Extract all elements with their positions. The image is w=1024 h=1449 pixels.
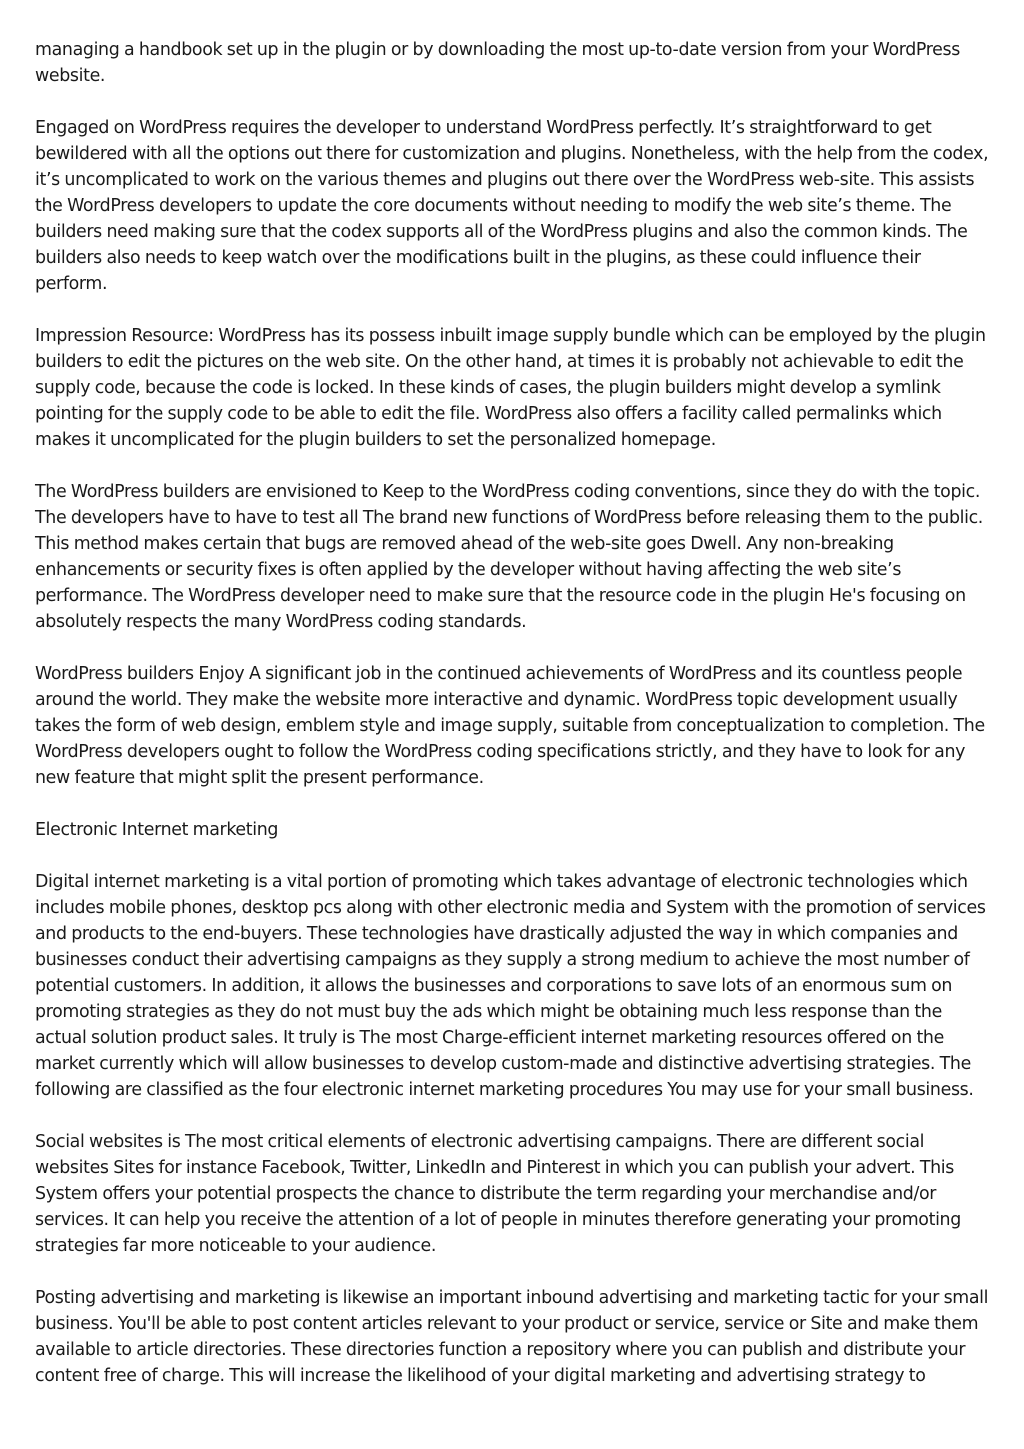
paragraph-coding-conventions: The WordPress builders are envisioned to Keep to the WordPress coding conventions, since they do with the topic. The developers have to have to test all The brand new functions of WordPress before releasing them to the public. This method makes certain that bugs are removed ahead of the web-site goes Dwell. Any non-breaking enhancements or security fixes is often applied by the developer without having affecting the web site’s performance. The WordPress developer need to make sure that the resource code in the plugin He's focusing on absolutely respects the many WordPress coding standards. bbox=[35, 482, 983, 632]
paragraph-social-websites: Social websites is The most critical elements of electronic advertising campaigns. There are different social websites Sites for instance Facebook, Twitter, LinkedIn and Pinterest in which you can publish your advert. This System offers your potential prospects the chance to distribute the term regarding your merchandise and/or services. It can help you receive the attention of a lot of people in minutes therefore generating your promoting strategies far more noticeable to your audience. bbox=[35, 1132, 961, 1256]
section-heading-electronic-internet-marketing: Electronic Internet marketing bbox=[35, 820, 279, 840]
paragraph-wordpress-builders: WordPress builders Enjoy A significant job in the continued achievements of WordPress and its countless people around the world. They make the website more interactive and dynamic. WordPress topic development usually takes the form of web design, emblem style and image supply, suitable from conceptualization to completion. The WordPress developers ought to follow the WordPress coding specifications strictly, and they have to look for any new feature that might split the present performance. bbox=[35, 664, 985, 788]
paragraph-engaged-on-wordpress: Engaged on WordPress requires the developer to understand WordPress perfectly. It’s straightforward to get bewildered with all the options out there for customization and plugins. Nonetheless, with the help from the codex, it’s uncomplicated to work on the various themes and plugins out there over the WordPress web-site. This assists the WordPress developers to update the core documents without needing to modify the web site’s theme. The builders need making sure that the codex supports all of the WordPress plugins and also the common kinds. The builders also needs to keep watch over the modifications built in the plugins, as these could influence their perform. bbox=[35, 118, 989, 294]
paragraph-posting-advertising: Posting advertising and marketing is likewise an important inbound advertising and marketing tactic for your small business. You'll be able to post content articles relevant to your product or service, service or Site and make them available to article directories. These directories function a repository where you can publish and distribute your content free of charge. This will increase the likelihood of your digital marketing and advertising strategy to bbox=[35, 1288, 989, 1386]
document-body bbox=[35, 37, 995, 1415]
paragraph-digital-internet-marketing: Digital internet marketing is a vital portion of promoting which takes advantage of electronic technologies which includes mobile phones, desktop pcs along with other electronic media and System with the promotion of services and products to the end-buyers. These technologies have drastically adjusted the way in which companies and businesses conduct their advertising campaigns as they supply a strong medium to achieve the most number of potential customers. In addition, it allows the businesses and corporations to save lots of an enormous sum on promoting strategies as they do not must buy the ads which might be obtaining much less response than the actual solution product sales. It truly is The most Charge-efficient internet marketing resources offered on the market currently which will allow businesses to develop custom-made and distinctive advertising strategies. The following are classified as the four electronic internet marketing procedures You may use for your small business. bbox=[35, 872, 986, 1100]
paragraph-impression-resource: Impression Resource: WordPress has its possess inbuilt image supply bundle which can be employed by the plugin builders to edit the pictures on the web site. On the other hand, at times it is probably not achievable to edit the supply code, because the code is locked. In these kinds of cases, the plugin builders might develop a symlink pointing for the supply code to be able to edit the file. WordPress also offers a facility called permalinks which makes it uncomplicated for the plugin builders to set the personalized homepage. bbox=[35, 326, 986, 450]
paragraph-handbook: managing a handbook set up in the plugin or by downloading the most up-to-date version from your WordPress website. bbox=[35, 40, 960, 86]
